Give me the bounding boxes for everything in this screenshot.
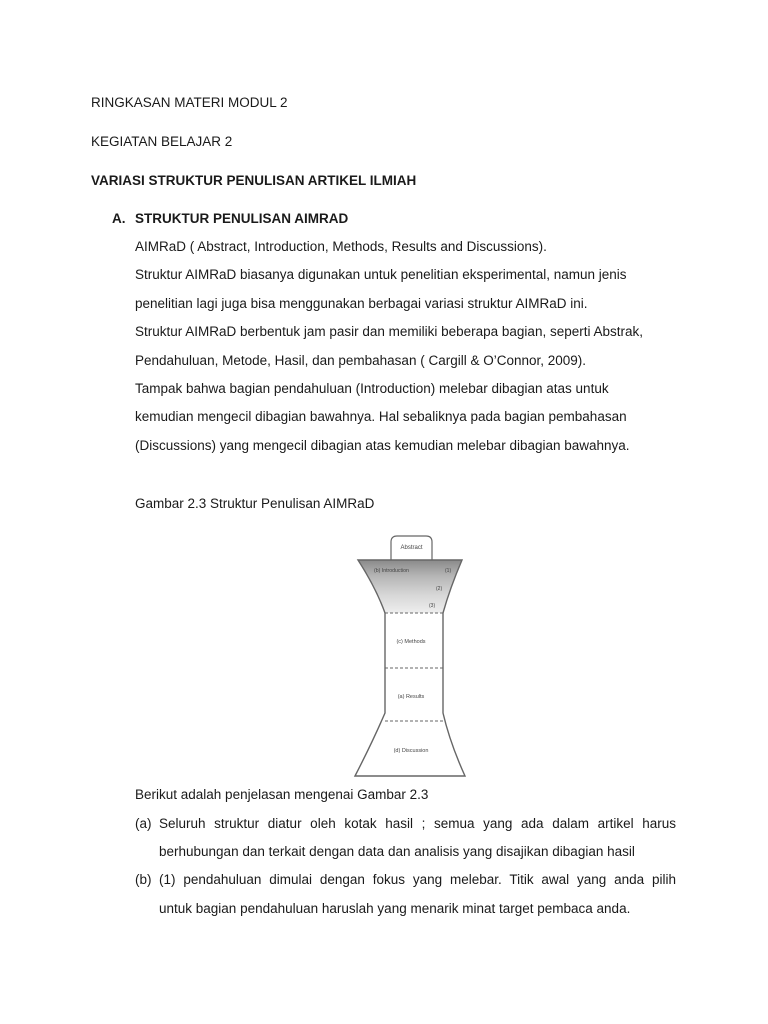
discussion-label: (d) Discussion [393, 748, 429, 754]
section-letter: A. [112, 211, 126, 226]
paragraph-line: kemudian mengecil dibagian bawahnya. Hal sebaliknya pada bagian pembahasan [135, 409, 627, 424]
list-item-a-line1: Seluruh struktur diatur oleh kotak hasil ; semua yang ada dalam artikel harus [159, 816, 676, 831]
intro-step-1: (1) [445, 568, 452, 574]
paragraph-line: Tampak bahwa bagian pendahuluan (Introduction) melebar dibagian atas untuk [135, 381, 609, 396]
module-summary-heading: RINGKASAN MATERI MODUL 2 [91, 95, 288, 110]
explanation-intro: Berikut adalah penjelasan mengenai Gambar 2.3 [135, 787, 429, 802]
figure-caption: Gambar 2.3 Struktur Penulisan AIMRaD [135, 496, 375, 511]
paragraph-line: AIMRaD ( Abstract, Introduction, Methods, Results and Discussions). [135, 239, 547, 254]
paragraph-line: Struktur AIMRaD berbentuk jam pasir dan memiliki beberapa bagian, seperti Abstrak, [135, 324, 643, 339]
paragraph-line: (Discussions) yang mengecil dibagian atas kemudian melebar dibagian bawahnya. [135, 438, 630, 453]
paragraph-line: Struktur AIMRaD biasanya digunakan untuk penelitian eksperimental, namun jenis [135, 267, 627, 282]
list-item-b-line2: untuk bagian pendahuluan haruslah yang menarik minat target pembaca anda. [159, 901, 631, 916]
paragraph-line: Pendahuluan, Metode, Hasil, dan pembahasan ( Cargill & O’Connor, 2009). [135, 353, 587, 368]
results-label: (a) Results [397, 694, 425, 700]
list-marker-b: (b) [135, 872, 152, 887]
document-title: VARIASI STRUKTUR PENULISAN ARTIKEL ILMIAH [91, 173, 417, 188]
learning-activity-heading: KEGIATAN BELAJAR 2 [91, 134, 233, 149]
abstract-label: Abstract [400, 545, 423, 551]
list-item-a-line2: berhubungan dan terkait dengan data dan analisis yang disajikan dibagian hasil [159, 844, 635, 859]
hourglass-diagram [350, 528, 470, 780]
aimrad-hourglass-figure [350, 528, 470, 780]
intro-step-3: (3) [429, 603, 436, 609]
list-marker-a: (a) [135, 816, 152, 831]
paragraph-line: penelitian lagi juga bisa menggunakan berbagai variasi struktur AIMRaD ini. [135, 296, 588, 311]
section-heading: STRUKTUR PENULISAN AIMRAD [135, 211, 349, 226]
list-item-b-line1: (1) pendahuluan dimulai dengan fokus yang melebar. Titik awal yang anda pilih [159, 872, 676, 887]
introduction-label: (b) Introduction [374, 568, 409, 574]
intro-step-2: (2) [436, 586, 443, 592]
methods-label: (c) Methods [396, 639, 426, 645]
